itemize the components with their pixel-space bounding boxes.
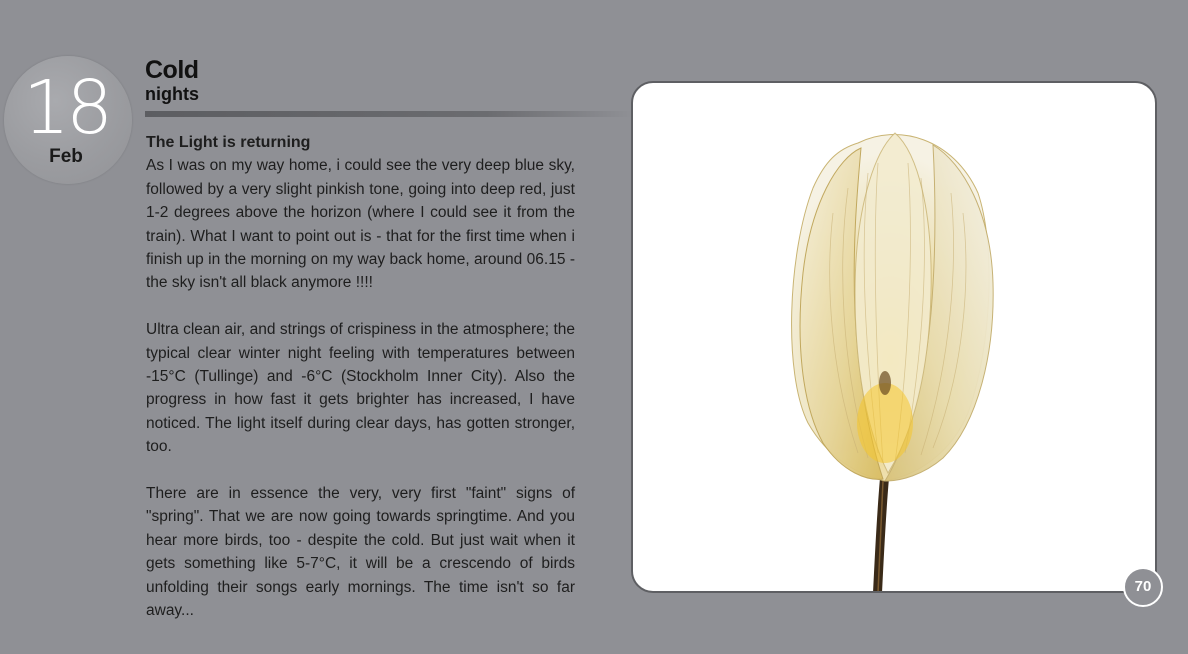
page-number-badge: 70 — [1123, 567, 1163, 607]
date-badge — [4, 56, 132, 184]
tulip-photo — [631, 81, 1157, 593]
title-divider — [145, 111, 633, 117]
page-title: Cold — [145, 56, 199, 84]
article-body — [146, 131, 575, 646]
article-paragraph-1: As I was on my way home, i could see the very deep blue sky, followed by a very slight pinkish tone, going into deep red, just 1-2 degrees above the horizon (where I could see it from the train). What I want to point out is - that for the first time when i finish up in the morning on my way back home, around 06.15 - the sky isn't all black anymore !!!! — [146, 157, 575, 292]
dried-tulip-illustration — [633, 83, 1155, 591]
article-heading: The Light is returning — [146, 134, 311, 151]
date-month: Feb — [49, 146, 83, 167]
article-paragraph-2: Ultra clean air, and strings of crispiness in the atmosphere; the typical clear winter night feeling with temperatures between -15°C (Tullinge) and -6°C (Stockholm Inner City). Also the progress in how fast it gets brighter has increased, I have noticed. The light itself during clear days, has gotten stronger, too. — [146, 321, 575, 456]
article-paragraph-3: There are in essence the very, very first "faint" signs of "spring". That we are now going towards springtime. And you hear more birds, too - despite the cold. But just wait when it gets something like 5-7°C, it will be a crescendo of birds unfolding their songs early mornings. The time isn't so far away... — [146, 485, 575, 620]
page-subtitle: nights — [145, 84, 199, 104]
date-day: 18 — [22, 65, 110, 151]
